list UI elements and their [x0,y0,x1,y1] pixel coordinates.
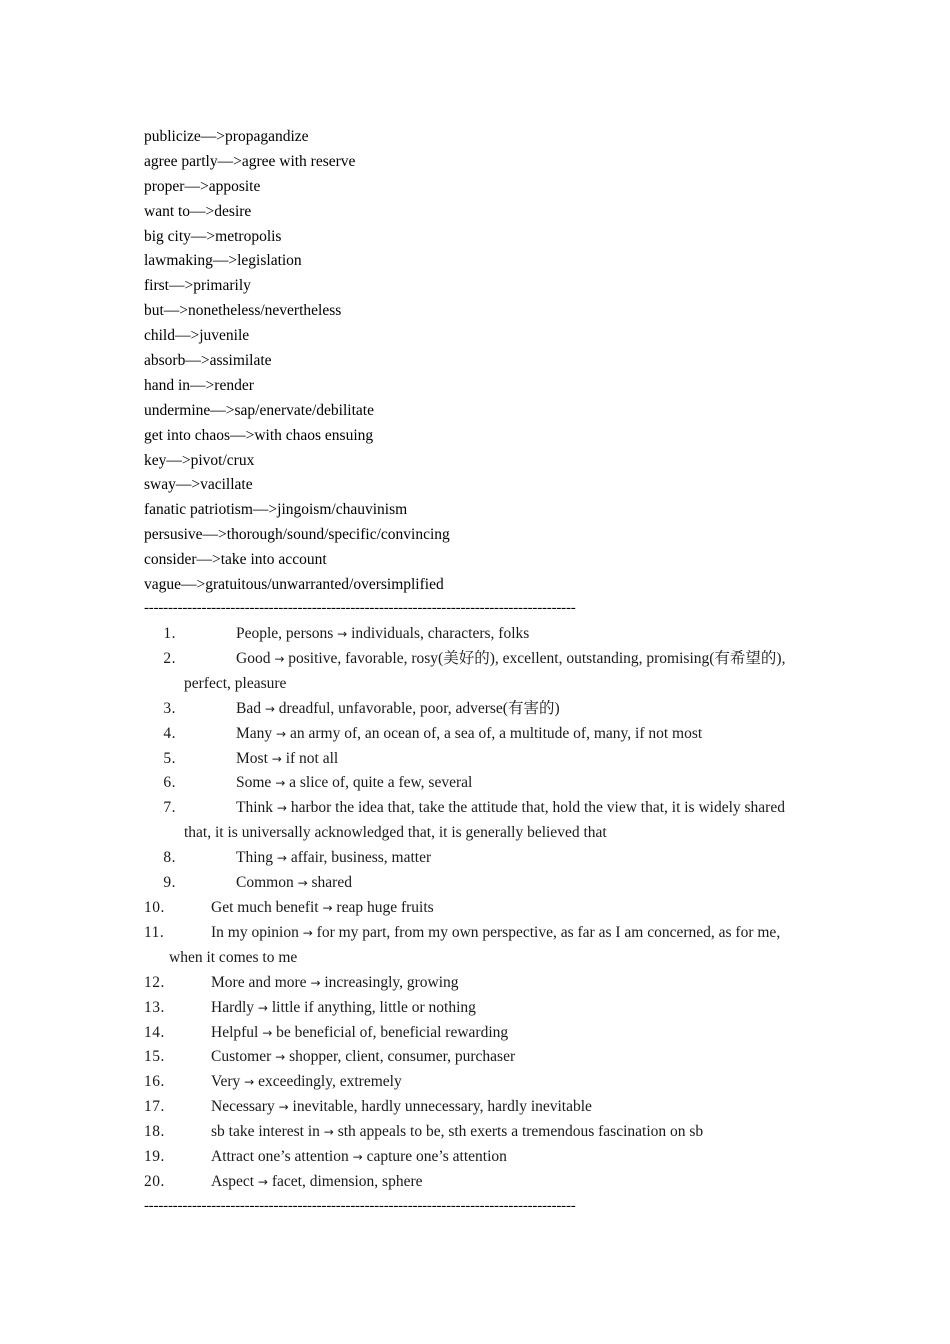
word-pair-line: first—>primarily [144,277,251,295]
item-term: People, persons [236,625,334,642]
item-alternatives: little if anything, little or nothing [271,998,476,1016]
word-pair-line: want to—>desire [144,202,252,220]
list-item [144,921,814,971]
item-term: Very [211,1073,241,1091]
item-alternatives: sth appeals to be, sth exerts a tremendous fascination on sb [337,1123,704,1141]
arrow-icon: → [274,651,285,666]
word-pair-line: but—>nonetheless/nevertheless [144,302,342,320]
word-pair-line: absorb—>assimilate [144,352,272,370]
word-pair-line: agree partly—>agree with reserve [144,152,356,170]
item-alternatives: if not all [285,749,339,767]
list-item [144,1045,814,1070]
item-term: Get much benefit [211,898,319,916]
item-number: 2. [163,649,176,667]
list-item [144,622,814,647]
word-pair-line: key—>pivot/crux [144,451,255,469]
list-item [144,1170,814,1195]
item-number: 13. [144,998,165,1016]
item-term: sb take interest in [211,1123,320,1141]
item-alternatives: be beneficial of, beneficial rewarding [276,1023,509,1041]
item-alternatives: harbor the idea that, take the attitude that, hold the view that, it is widely shared that, it is universally acknowledged that, it is generally believed that [184,799,785,842]
numbered-synonym-list [144,622,814,1195]
item-number: 16. [144,1073,165,1091]
word-pair-line: persusive—>thorough/sound/specific/convincing [144,526,450,544]
list-item [144,1070,814,1095]
item-alternatives: shopper, client, consumer, purchaser [289,1048,516,1066]
item-number: 18. [144,1123,165,1141]
word-pair-line: publicize—>propagandize [144,128,309,145]
list-item [144,996,814,1021]
list-item [144,871,814,896]
item-number: 9. [163,874,176,892]
item-alternatives: inevitable, hardly unnecessary, hardly inevitable [292,1098,592,1116]
word-pair-line: sway—>vacillate [144,476,253,494]
item-number: 1. [163,625,176,642]
item-alternatives: capture one’s attention [366,1148,507,1166]
item-number: 5. [163,749,176,767]
arrow-icon: → [257,1000,268,1015]
item-number: 12. [144,973,165,991]
word-pair-line: lawmaking—>legislation [144,252,302,270]
item-alternatives: facet, dimension, sphere [271,1172,423,1190]
arrow-icon: → [271,751,282,766]
arrow-icon: → [276,801,287,816]
item-term: Aspect [211,1172,255,1190]
item-alternatives: affair, business, matter [290,849,432,867]
item-alternatives: for my part, from my own perspective, as far as I am concerned, as for me, when it comes to me [169,923,781,966]
item-alternatives: dreadful, unfavorable, poor, adverse(有害的) [278,699,560,717]
list-item [144,896,814,921]
item-number: 7. [163,799,176,817]
item-term: Many [236,724,273,742]
item-number: 20. [144,1172,165,1190]
item-term: Hardly [211,998,255,1016]
arrow-icon: → [310,975,321,990]
list-item [144,796,814,846]
item-term: Most [236,749,268,767]
item-number: 8. [163,849,176,867]
word-pair-line: undermine—>sap/enervate/debilitate [144,401,374,419]
item-term: Good [236,649,271,667]
arrow-icon: → [262,1025,273,1040]
list-item [144,647,814,697]
item-term: Common [236,874,294,892]
arrow-icon: → [275,1050,286,1065]
arrow-icon: → [297,876,308,891]
item-number: 11. [144,923,165,941]
item-number: 14. [144,1023,165,1041]
item-alternatives: an army of, an ocean of, a sea of, a multitude of, many, if not most [289,724,703,742]
item-number: 19. [144,1148,165,1166]
arrow-icon: → [264,701,275,716]
list-item [144,771,814,796]
item-term: In my opinion [211,923,299,941]
arrow-icon: → [257,1174,268,1189]
item-term: Attract one’s attention [211,1148,349,1166]
item-term: Thing [236,849,274,867]
item-alternatives: individuals, characters, folks [351,625,530,642]
item-term: Some [236,774,272,792]
list-item [144,971,814,996]
arrow-icon: → [322,900,333,915]
arrow-icon: → [276,726,287,741]
item-alternatives: increasingly, growing [324,973,459,991]
item-number: 6. [163,774,176,792]
item-term: Bad [236,699,261,717]
item-term: Customer [211,1048,272,1066]
arrow-icon: → [352,1150,363,1165]
list-item [144,722,814,747]
arrow-icon: → [323,1125,334,1140]
arrow-icon: → [337,627,348,641]
word-pair-line: hand in—>render [144,376,254,394]
word-pair-line: fanatic patriotism—>jingoism/chauvinism [144,501,408,519]
word-pair-line: get into chaos—>with chaos ensuing [144,426,374,444]
item-term: Helpful [211,1023,259,1041]
item-number: 3. [163,699,176,717]
item-alternatives: a slice of, quite a few, several [289,774,473,792]
item-number: 4. [163,724,176,742]
list-item [144,1021,814,1046]
item-alternatives: exceedingly, extremely [258,1073,402,1091]
list-item [144,747,814,772]
arrow-icon: → [302,925,313,940]
arrow-icon: → [278,1100,289,1115]
list-item [144,697,814,722]
word-pair-line: vague—>gratuitous/unwarranted/oversimplified [144,576,444,594]
word-replacement-list [144,125,844,598]
item-alternatives: shared [311,874,352,892]
item-term: Think [236,799,274,817]
word-pair-line: big city—>metropolis [144,227,282,245]
arrow-icon: → [276,851,287,866]
arrow-icon: → [275,776,286,791]
list-item [144,1120,814,1145]
item-term: Necessary [211,1098,275,1116]
item-term: More and more [211,973,307,991]
section-divider: ------------------------------------------------------------------------------------------ [144,600,576,616]
list-item [144,1145,814,1170]
item-alternatives: reap huge fruits [336,898,434,916]
word-pair-line: child—>juvenile [144,327,250,345]
section-divider: ------------------------------------------------------------------------------------------ [144,1198,576,1214]
item-number: 17. [144,1098,165,1116]
arrow-icon: → [244,1075,255,1090]
list-item [144,846,814,871]
list-item [144,1095,814,1120]
item-number: 10. [144,898,165,916]
word-pair-line: consider—>take into account [144,551,327,569]
item-number: 15. [144,1048,165,1066]
word-pair-line: proper—>apposite [144,177,261,195]
item-alternatives: positive, favorable, rosy(美好的), excellent, outstanding, promising(有希望的), perfect, pleasure [184,649,786,692]
